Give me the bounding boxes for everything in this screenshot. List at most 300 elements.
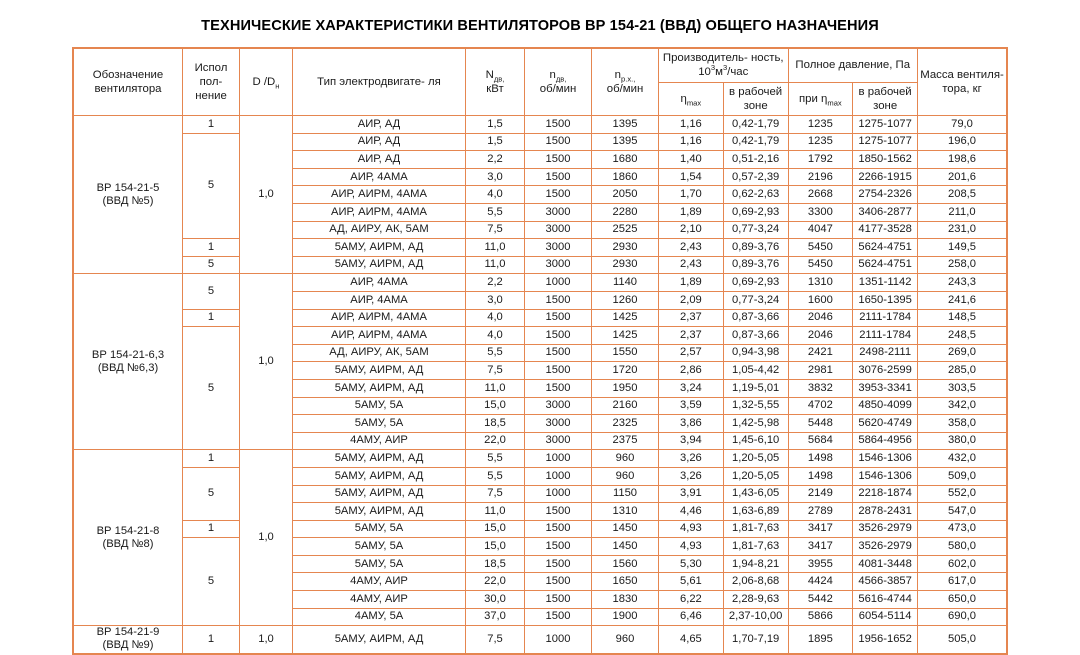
cell-mass: 148,5: [918, 309, 1008, 327]
cell-pressure-at-eta-max: 2789: [788, 503, 853, 521]
cell-work-rpm: 1425: [592, 309, 659, 327]
cell-capacity-work-zone: 2,37-10,00: [723, 608, 788, 626]
cell-eta-max: 4,93: [659, 538, 724, 556]
table-row: [73, 274, 1007, 292]
cell-work-rpm: 2280: [592, 204, 659, 222]
cell-mass: 149,5: [918, 239, 1008, 257]
cell-mass: 358,0: [918, 415, 1008, 433]
cell-pressure-work-zone: 5624-4751: [853, 239, 918, 257]
cell-work-rpm: 1450: [592, 520, 659, 538]
cell-motor-rpm: 1500: [525, 168, 592, 186]
cell-fan-designation: [73, 450, 183, 626]
cell-capacity-work-zone: 1,19-5,01: [723, 379, 788, 397]
cell-pressure-at-eta-max: 1895: [788, 626, 853, 654]
cell-pressure-at-eta-max: 5448: [788, 415, 853, 433]
cell-work-rpm: 2375: [592, 432, 659, 450]
cell-capacity-work-zone: 0,89-3,76: [723, 256, 788, 274]
cell-motor-power: 7,5: [466, 362, 525, 380]
header-pressure-at-eta-subscript: max: [827, 97, 842, 107]
cell-capacity-work-zone: 1,42-5,98: [723, 415, 788, 433]
cell-capacity-work-zone: 0,89-3,76: [723, 239, 788, 257]
cell-capacity-work-zone: 1,45-6,10: [723, 432, 788, 450]
cell-pressure-at-eta-max: 1600: [788, 291, 853, 309]
cell-capacity-work-zone: 2,28-9,63: [723, 591, 788, 609]
cell-eta-max: 2,37: [659, 309, 724, 327]
cell-motor-rpm: 1500: [525, 133, 592, 151]
header-motor-rpm-subscript: дв,: [555, 74, 567, 84]
header-capacity-group: [659, 48, 789, 82]
cell-motor-rpm: 1000: [525, 450, 592, 468]
cell-eta-max: 2,37: [659, 327, 724, 345]
cell-mass: 617,0: [918, 573, 1008, 591]
cell-capacity-work-zone: 0,94-3,98: [723, 344, 788, 362]
header-capacity-unit-tail: /час: [727, 66, 749, 79]
cell-mass: 208,5: [918, 186, 1008, 204]
header-work-rpm-symbol: n: [614, 68, 621, 81]
cell-pressure-work-zone: 3076-2599: [853, 362, 918, 380]
cell-capacity-work-zone: 1,32-5,55: [723, 397, 788, 415]
cell-eta-max: 3,94: [659, 432, 724, 450]
cell-mass: 248,5: [918, 327, 1008, 345]
cell-pressure-work-zone: 1351-1142: [853, 274, 918, 292]
header-work-rpm-unit: об/мин: [606, 83, 644, 96]
cell-capacity-work-zone: 0,77-3,24: [723, 221, 788, 239]
cell-motor-rpm: 1500: [525, 573, 592, 591]
cell-motor-rpm: 1500: [525, 186, 592, 204]
cell-mass: 690,0: [918, 608, 1008, 626]
cell-diameter-ratio: 1,0: [240, 116, 293, 274]
header-designation: [73, 48, 183, 116]
cell-work-rpm: 2325: [592, 415, 659, 433]
table-row: [73, 538, 1007, 556]
cell-eta-max: 3,24: [659, 379, 724, 397]
cell-capacity-work-zone: 1,81-7,63: [723, 520, 788, 538]
cell-pressure-work-zone: 3953-3341: [853, 379, 918, 397]
cell-capacity-work-zone: 1,70-7,19: [723, 626, 788, 654]
table-row: [73, 309, 1007, 327]
cell-work-rpm: 1395: [592, 116, 659, 134]
cell-motor-rpm: 1500: [525, 344, 592, 362]
cell-pressure-at-eta-max: 5684: [788, 432, 853, 450]
cell-eta-max: 2,43: [659, 256, 724, 274]
cell-eta-max: 5,30: [659, 555, 724, 573]
cell-motor-power: 22,0: [466, 432, 525, 450]
cell-motor-type: АИР, 4АМА: [293, 168, 466, 186]
header-pressure-group-label: Полное давление, Па: [795, 59, 911, 72]
cell-work-rpm: 1450: [592, 538, 659, 556]
cell-work-rpm: 1950: [592, 379, 659, 397]
cell-motor-power: 30,0: [466, 591, 525, 609]
cell-motor-rpm: 1500: [525, 291, 592, 309]
header-capacity-work-zone-label: в рабочей зоне: [729, 85, 783, 112]
header-motor-power-unit: кВт: [486, 83, 504, 96]
cell-execution: 1: [183, 626, 240, 654]
header-diameter-ratio: [240, 48, 293, 116]
cell-motor-power: 3,0: [466, 168, 525, 186]
cell-motor-type: 5АМУ, 5А: [293, 555, 466, 573]
header-capacity-group-label: Производитель- ность, 10: [662, 52, 784, 79]
cell-motor-power: 18,5: [466, 555, 525, 573]
cell-capacity-work-zone: 0,57-2,39: [723, 168, 788, 186]
cell-capacity-work-zone: 1,63-6,89: [723, 503, 788, 521]
cell-fan-designation: [73, 274, 183, 450]
cell-pressure-work-zone: 2266-1915: [853, 168, 918, 186]
table-container: [0, 47, 1080, 655]
cell-pressure-work-zone: 1275-1077: [853, 116, 918, 134]
cell-motor-rpm: 1500: [525, 327, 592, 345]
cell-execution: 5: [183, 256, 240, 274]
cell-mass: 552,0: [918, 485, 1008, 503]
table-row: [73, 256, 1007, 274]
header-eta-max-symbol: η: [680, 92, 687, 105]
cell-pressure-work-zone: 2754-2326: [853, 186, 918, 204]
cell-pressure-work-zone: 2498-2111: [853, 344, 918, 362]
header-pressure-work-zone-label: в рабочей зоне: [858, 85, 912, 112]
cell-motor-type: АИР, АД: [293, 116, 466, 134]
cell-eta-max: 4,46: [659, 503, 724, 521]
cell-mass: 473,0: [918, 520, 1008, 538]
cell-motor-type: АД, АИРУ, АК, 5АМ: [293, 221, 466, 239]
cell-pressure-at-eta-max: 3832: [788, 379, 853, 397]
header-diameter-ratio-label: D /D: [252, 75, 276, 88]
cell-motor-rpm: 1500: [525, 608, 592, 626]
cell-mass: 547,0: [918, 503, 1008, 521]
cell-eta-max: 3,91: [659, 485, 724, 503]
cell-mass: 509,0: [918, 467, 1008, 485]
cell-motor-power: 15,0: [466, 520, 525, 538]
cell-execution: 5: [183, 274, 240, 309]
cell-motor-power: 1,5: [466, 116, 525, 134]
cell-eta-max: 1,40: [659, 151, 724, 169]
cell-eta-max: 2,09: [659, 291, 724, 309]
cell-pressure-work-zone: 2878-2431: [853, 503, 918, 521]
cell-diameter-ratio: 1,0: [240, 626, 293, 654]
cell-work-rpm: 960: [592, 626, 659, 654]
cell-eta-max: 2,57: [659, 344, 724, 362]
cell-mass: 650,0: [918, 591, 1008, 609]
cell-motor-rpm: 1500: [525, 503, 592, 521]
cell-capacity-work-zone: 0,42-1,79: [723, 116, 788, 134]
header-capacity-exponent-2: 3: [722, 63, 728, 73]
cell-eta-max: 3,86: [659, 415, 724, 433]
cell-mass: 432,0: [918, 450, 1008, 468]
cell-motor-type: 5АМУ, 5А: [293, 538, 466, 556]
cell-pressure-work-zone: 1650-1395: [853, 291, 918, 309]
cell-motor-type: 5АМУ, АИРМ, АД: [293, 467, 466, 485]
fan-designation-line1: ВР 154-21-5: [96, 181, 160, 194]
cell-eta-max: 3,59: [659, 397, 724, 415]
cell-mass: 580,0: [918, 538, 1008, 556]
cell-pressure-at-eta-max: 5866: [788, 608, 853, 626]
cell-work-rpm: 1425: [592, 327, 659, 345]
cell-work-rpm: 1395: [592, 133, 659, 151]
cell-motor-rpm: 1500: [525, 591, 592, 609]
cell-motor-type: 5АМУ, 5А: [293, 415, 466, 433]
cell-eta-max: 4,65: [659, 626, 724, 654]
cell-motor-power: 7,5: [466, 221, 525, 239]
cell-work-rpm: 1140: [592, 274, 659, 292]
cell-capacity-work-zone: 1,43-6,05: [723, 485, 788, 503]
cell-eta-max: 3,26: [659, 450, 724, 468]
cell-work-rpm: 1860: [592, 168, 659, 186]
header-motor-power-subscript: дв,: [493, 74, 505, 84]
cell-eta-max: 5,61: [659, 573, 724, 591]
cell-pressure-work-zone: 5616-4744: [853, 591, 918, 609]
header-capacity-exponent: 3: [710, 63, 716, 73]
header-pressure-at-eta-max: [788, 82, 853, 116]
cell-motor-type: 4АМУ, АИР: [293, 591, 466, 609]
header-motor-rpm-symbol: n: [549, 68, 556, 81]
cell-eta-max: 1,16: [659, 133, 724, 151]
cell-work-rpm: 2525: [592, 221, 659, 239]
cell-pressure-work-zone: 4177-3528: [853, 221, 918, 239]
cell-capacity-work-zone: 0,77-3,24: [723, 291, 788, 309]
cell-execution: 1: [183, 450, 240, 468]
cell-eta-max: 4,93: [659, 520, 724, 538]
cell-motor-type: АИР, 4АМА: [293, 291, 466, 309]
table-row: [73, 467, 1007, 485]
cell-motor-rpm: 3000: [525, 397, 592, 415]
header-motor-type-label: Тип электродвигате- ля: [317, 75, 441, 88]
cell-pressure-work-zone: 6054-5114: [853, 608, 918, 626]
cell-work-rpm: 1550: [592, 344, 659, 362]
cell-motor-power: 11,0: [466, 239, 525, 257]
cell-work-rpm: 2160: [592, 397, 659, 415]
header-motor-power: [466, 48, 525, 116]
table-row: [73, 450, 1007, 468]
cell-capacity-work-zone: 1,81-7,63: [723, 538, 788, 556]
fan-designation-line1: ВР 154-21-8: [96, 524, 160, 537]
cell-diameter-ratio: 1,0: [240, 274, 293, 450]
cell-capacity-work-zone: 0,69-2,93: [723, 274, 788, 292]
header-work-rpm: [592, 48, 659, 116]
cell-work-rpm: 1560: [592, 555, 659, 573]
cell-motor-power: 15,0: [466, 397, 525, 415]
cell-work-rpm: 960: [592, 450, 659, 468]
cell-capacity-work-zone: 1,20-5,05: [723, 450, 788, 468]
cell-work-rpm: 960: [592, 467, 659, 485]
cell-motor-power: 5,5: [466, 450, 525, 468]
cell-motor-rpm: 1500: [525, 520, 592, 538]
header-eta-max-subscript: max: [686, 97, 702, 107]
cell-motor-type: 4АМУ, АИР: [293, 573, 466, 591]
cell-capacity-work-zone: 0,62-2,63: [723, 186, 788, 204]
cell-eta-max: 1,89: [659, 204, 724, 222]
cell-execution: 5: [183, 538, 240, 626]
table-row: [73, 520, 1007, 538]
cell-execution: 5: [183, 133, 240, 239]
header-work-rpm-subscript: р.х.,: [620, 74, 636, 84]
table-row: [73, 116, 1007, 134]
cell-eta-max: 1,89: [659, 274, 724, 292]
cell-pressure-at-eta-max: 4047: [788, 221, 853, 239]
cell-work-rpm: 1720: [592, 362, 659, 380]
cell-diameter-ratio: 1,0: [240, 450, 293, 626]
table-row: [73, 626, 1007, 654]
fan-specifications-table: [72, 47, 1008, 655]
cell-motor-rpm: 1000: [525, 485, 592, 503]
cell-motor-rpm: 3000: [525, 432, 592, 450]
cell-motor-type: АИР, АИРМ, 4АМА: [293, 309, 466, 327]
cell-pressure-work-zone: 1546-1306: [853, 450, 918, 468]
cell-capacity-work-zone: 0,87-3,66: [723, 309, 788, 327]
cell-motor-power: 5,5: [466, 467, 525, 485]
cell-eta-max: 6,22: [659, 591, 724, 609]
cell-mass: 79,0: [918, 116, 1008, 134]
fan-designation-line1: ВР 154-21-9: [96, 626, 160, 639]
cell-motor-type: 5АМУ, АИРМ, АД: [293, 485, 466, 503]
cell-execution: 1: [183, 520, 240, 538]
table-row: [73, 239, 1007, 257]
cell-pressure-at-eta-max: 3955: [788, 555, 853, 573]
cell-pressure-at-eta-max: 1310: [788, 274, 853, 292]
cell-motor-power: 4,0: [466, 309, 525, 327]
header-motor-type: [293, 48, 466, 116]
cell-motor-power: 11,0: [466, 256, 525, 274]
fan-designation-line1: ВР 154-21-6,3: [91, 348, 165, 361]
cell-motor-power: 2,2: [466, 151, 525, 169]
header-mass: [918, 48, 1008, 116]
header-pressure-at-eta-label: при η: [799, 92, 828, 105]
cell-mass: 201,6: [918, 168, 1008, 186]
cell-pressure-at-eta-max: 2981: [788, 362, 853, 380]
cell-mass: 342,0: [918, 397, 1008, 415]
table-row: [73, 327, 1007, 345]
cell-pressure-work-zone: 3406-2877: [853, 204, 918, 222]
cell-motor-type: 5АМУ, 5А: [293, 520, 466, 538]
cell-mass: 196,0: [918, 133, 1008, 151]
header-pressure-group: [788, 48, 918, 82]
cell-motor-rpm: 1500: [525, 379, 592, 397]
table-row: [73, 133, 1007, 151]
cell-motor-power: 3,0: [466, 291, 525, 309]
cell-motor-rpm: 3000: [525, 415, 592, 433]
cell-mass: 602,0: [918, 555, 1008, 573]
cell-pressure-work-zone: 3526-2979: [853, 538, 918, 556]
cell-motor-power: 7,5: [466, 485, 525, 503]
cell-work-rpm: 1830: [592, 591, 659, 609]
cell-motor-type: АИР, АИРМ, 4АМА: [293, 186, 466, 204]
cell-mass: 269,0: [918, 344, 1008, 362]
header-capacity-unit-m: м: [715, 66, 723, 79]
cell-mass: 241,6: [918, 291, 1008, 309]
cell-mass: 303,5: [918, 379, 1008, 397]
cell-pressure-work-zone: 4081-3448: [853, 555, 918, 573]
cell-capacity-work-zone: 0,51-2,16: [723, 151, 788, 169]
cell-work-rpm: 1650: [592, 573, 659, 591]
cell-motor-power: 5,5: [466, 344, 525, 362]
cell-pressure-work-zone: 3526-2979: [853, 520, 918, 538]
cell-motor-rpm: 1500: [525, 151, 592, 169]
cell-mass: 285,0: [918, 362, 1008, 380]
cell-pressure-work-zone: 1850-1562: [853, 151, 918, 169]
cell-motor-type: 4АМУ, АИР: [293, 432, 466, 450]
header-execution: [183, 48, 240, 116]
cell-work-rpm: 1900: [592, 608, 659, 626]
cell-pressure-at-eta-max: 1498: [788, 467, 853, 485]
table-header: [73, 48, 1007, 116]
cell-capacity-work-zone: 2,06-8,68: [723, 573, 788, 591]
cell-motor-type: 5АМУ, АИРМ, АД: [293, 239, 466, 257]
cell-eta-max: 2,43: [659, 239, 724, 257]
cell-fan-designation: [73, 116, 183, 274]
cell-pressure-at-eta-max: 1498: [788, 450, 853, 468]
cell-pressure-work-zone: 5864-4956: [853, 432, 918, 450]
cell-work-rpm: 2930: [592, 239, 659, 257]
cell-motor-power: 1,5: [466, 133, 525, 151]
cell-mass: 505,0: [918, 626, 1008, 654]
cell-motor-type: 4АМУ, 5А: [293, 608, 466, 626]
fan-designation-line2: (ВВД №6,3): [97, 361, 159, 374]
cell-work-rpm: 1680: [592, 151, 659, 169]
cell-pressure-work-zone: 5620-4749: [853, 415, 918, 433]
cell-pressure-work-zone: 4566-3857: [853, 573, 918, 591]
cell-pressure-at-eta-max: 2149: [788, 485, 853, 503]
cell-capacity-work-zone: 1,94-8,21: [723, 555, 788, 573]
cell-motor-power: 4,0: [466, 327, 525, 345]
cell-pressure-at-eta-max: 1235: [788, 116, 853, 134]
cell-fan-designation: [73, 626, 183, 654]
cell-motor-type: 5АМУ, АИРМ, АД: [293, 450, 466, 468]
cell-motor-type: 5АМУ, АИРМ, АД: [293, 256, 466, 274]
cell-pressure-work-zone: 2218-1874: [853, 485, 918, 503]
header-motor-rpm: [525, 48, 592, 116]
cell-motor-type: 5АМУ, 5А: [293, 397, 466, 415]
cell-work-rpm: 1260: [592, 291, 659, 309]
cell-work-rpm: 1150: [592, 485, 659, 503]
header-row-top: [73, 48, 1007, 82]
cell-eta-max: 2,10: [659, 221, 724, 239]
cell-motor-rpm: 1500: [525, 362, 592, 380]
cell-work-rpm: 2050: [592, 186, 659, 204]
cell-motor-rpm: 3000: [525, 256, 592, 274]
cell-mass: 211,0: [918, 204, 1008, 222]
cell-eta-max: 1,54: [659, 168, 724, 186]
header-eta-max: [659, 82, 724, 116]
cell-motor-type: 5АМУ, АИРМ, АД: [293, 503, 466, 521]
table-body: [73, 116, 1007, 654]
cell-motor-type: 5АМУ, АИРМ, АД: [293, 362, 466, 380]
cell-motor-power: 22,0: [466, 573, 525, 591]
cell-eta-max: 2,86: [659, 362, 724, 380]
cell-motor-rpm: 3000: [525, 204, 592, 222]
cell-motor-rpm: 1000: [525, 274, 592, 292]
cell-motor-power: 5,5: [466, 204, 525, 222]
cell-pressure-at-eta-max: 2196: [788, 168, 853, 186]
cell-pressure-work-zone: 1546-1306: [853, 467, 918, 485]
cell-pressure-at-eta-max: 3300: [788, 204, 853, 222]
cell-eta-max: 1,70: [659, 186, 724, 204]
cell-pressure-at-eta-max: 2668: [788, 186, 853, 204]
cell-pressure-at-eta-max: 2046: [788, 309, 853, 327]
cell-motor-type: АИР, АД: [293, 133, 466, 151]
header-motor-power-symbol: N: [485, 68, 494, 81]
cell-mass: 198,6: [918, 151, 1008, 169]
cell-pressure-work-zone: 5624-4751: [853, 256, 918, 274]
cell-execution: 5: [183, 327, 240, 450]
header-pressure-work-zone: [853, 82, 918, 116]
header-designation-label: Обозначение вентилятора: [92, 68, 164, 96]
cell-motor-power: 11,0: [466, 379, 525, 397]
cell-pressure-at-eta-max: 4424: [788, 573, 853, 591]
cell-pressure-at-eta-max: 1235: [788, 133, 853, 151]
cell-motor-rpm: 1000: [525, 467, 592, 485]
cell-pressure-at-eta-max: 5450: [788, 256, 853, 274]
fan-designation-line2: (ВВД №8): [102, 537, 154, 550]
cell-motor-rpm: 3000: [525, 221, 592, 239]
cell-capacity-work-zone: 1,05-4,42: [723, 362, 788, 380]
fan-designation-line2: (ВВД №9): [102, 639, 154, 652]
